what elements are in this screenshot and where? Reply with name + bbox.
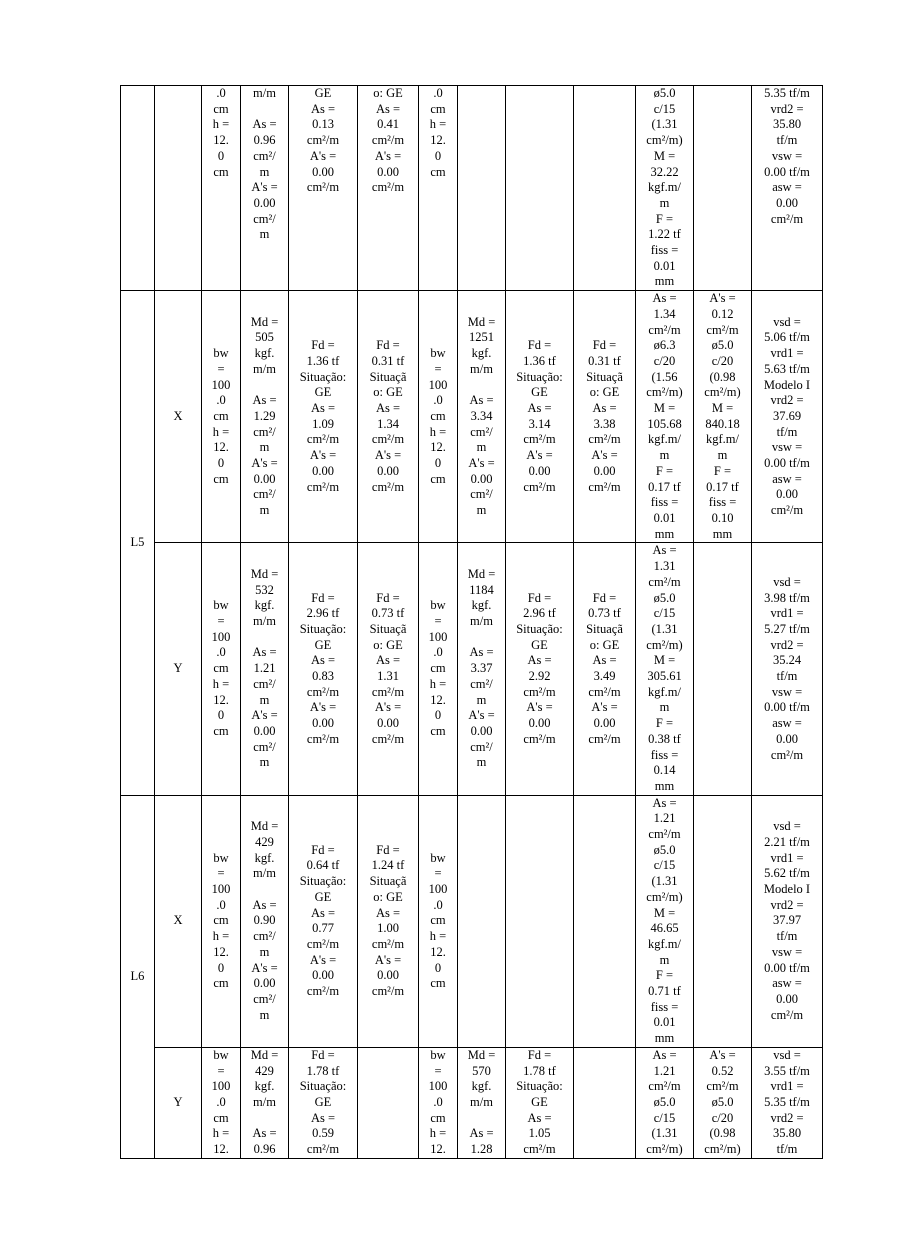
section-cell: bw = 100 .0 cm h = 12. 0 cm	[202, 795, 241, 1047]
section-cell: .0 cm h = 12. 0 cm	[419, 86, 458, 291]
shear-cell: vsd = 2.21 tf/m vrd1 = 5.62 tf/m Modelo I vrd2 = 37.97 tf/m vsw = 0.00 tf/m asw = 0.00 cm²/m	[752, 795, 823, 1047]
force-cell: GE As = 0.13 cm²/m A's = 0.00 cm²/m	[289, 86, 358, 291]
shear-cell: 5.35 tf/m vrd2 = 35.80 tf/m vsw = 0.00 tf/m asw = 0.00 cm²/m	[752, 86, 823, 291]
moment-cell: Md = 505 kgf. m/m As = 1.29 cm²/ m A's = 0.00 cm²/ m	[241, 291, 289, 543]
force-cell: Fd = 0.31 tf Situaçã o: GE As = 1.34 cm²/m A's = 0.00 cm²/m	[358, 291, 419, 543]
moment-cell: Md = 429 kgf. m/m As = 0.90 cm²/ m A's = 0.00 cm²/ m	[241, 795, 289, 1047]
table-row	[121, 1047, 823, 1158]
reinforcement-cell: ø5.0 c/15 (1.31 cm²/m) M = 32.22 kgf.m/ m F = 1.22 tf fiss = 0.01 mm	[636, 86, 694, 291]
force-cell: Fd = 0.64 tf Situação: GE As = 0.77 cm²/m A's = 0.00 cm²/m	[289, 795, 358, 1047]
reinforcement-cell	[694, 795, 752, 1047]
section-cell: .0 cm h = 12. 0 cm	[202, 86, 241, 291]
force-cell: Fd = 0.31 tf Situaçã o: GE As = 3.38 cm²/m A's = 0.00 cm²/m	[574, 291, 636, 543]
direction-cell: Y	[155, 543, 202, 795]
force-cell	[574, 1047, 636, 1158]
reinforcement-cell: As = 1.21 cm²/m ø5.0 c/15 (1.31 cm²/m)	[636, 1047, 694, 1158]
slab-design-table	[120, 85, 823, 1159]
force-cell: Fd = 1.24 tf Situaçã o: GE As = 1.00 cm²/m A's = 0.00 cm²/m	[358, 795, 419, 1047]
shear-cell: vsd = 3.55 tf/m vrd1 = 5.35 tf/m vrd2 = 35.80 tf/m	[752, 1047, 823, 1158]
slab-id-cell: L5	[121, 291, 155, 796]
section-cell: bw = 100 .0 cm h = 12.	[419, 1047, 458, 1158]
reinforcement-cell: A's = 0.12 cm²/m ø5.0 c/20 (0.98 cm²/m) M = 840.18 kgf.m/ m F = 0.17 tf fiss = 0.10 mm	[694, 291, 752, 543]
shear-cell: vsd = 5.06 tf/m vrd1 = 5.63 tf/m Modelo I vrd2 = 37.69 tf/m vsw = 0.00 tf/m asw = 0.00 cm²/m	[752, 291, 823, 543]
reinforcement-cell: As = 1.34 cm²/m ø6.3 c/20 (1.56 cm²/m) M = 105.68 kgf.m/ m F = 0.17 tf fiss = 0.01 mm	[636, 291, 694, 543]
direction-cell	[155, 86, 202, 291]
force-cell: Fd = 1.78 tf Situação: GE As = 1.05 cm²/m	[506, 1047, 574, 1158]
force-cell: Fd = 1.36 tf Situação: GE As = 3.14 cm²/m A's = 0.00 cm²/m	[506, 291, 574, 543]
force-cell	[506, 795, 574, 1047]
force-cell: Fd = 1.36 tf Situação: GE As = 1.09 cm²/m A's = 0.00 cm²/m	[289, 291, 358, 543]
direction-cell: X	[155, 795, 202, 1047]
table-row	[121, 86, 823, 291]
slab-id-cell	[121, 86, 155, 291]
reinforcement-cell: As = 1.21 cm²/m ø5.0 c/15 (1.31 cm²/m) M = 46.65 kgf.m/ m F = 0.71 tf fiss = 0.01 mm	[636, 795, 694, 1047]
table-row	[121, 291, 823, 543]
force-cell: Fd = 0.73 tf Situaçã o: GE As = 3.49 cm²/m A's = 0.00 cm²/m	[574, 543, 636, 795]
moment-cell: Md = 429 kgf. m/m As = 0.96	[241, 1047, 289, 1158]
reinforcement-cell	[694, 86, 752, 291]
reinforcement-cell: As = 1.31 cm²/m ø5.0 c/15 (1.31 cm²/m) M = 305.61 kgf.m/ m F = 0.38 tf fiss = 0.14 mm	[636, 543, 694, 795]
section-cell: bw = 100 .0 cm h = 12. 0 cm	[202, 291, 241, 543]
force-cell: Fd = 0.73 tf Situaçã o: GE As = 1.31 cm²/m A's = 0.00 cm²/m	[358, 543, 419, 795]
force-cell	[574, 86, 636, 291]
moment-cell: m/m As = 0.96 cm²/ m A's = 0.00 cm²/ m	[241, 86, 289, 291]
table-row	[121, 543, 823, 795]
force-cell	[358, 1047, 419, 1158]
force-cell: Fd = 2.96 tf Situação: GE As = 2.92 cm²/m A's = 0.00 cm²/m	[506, 543, 574, 795]
moment-cell	[458, 86, 506, 291]
reinforcement-cell: A's = 0.52 cm²/m ø5.0 c/20 (0.98 cm²/m)	[694, 1047, 752, 1158]
force-cell	[506, 86, 574, 291]
reinforcement-cell	[694, 543, 752, 795]
moment-cell: Md = 570 kgf. m/m As = 1.28	[458, 1047, 506, 1158]
section-cell: bw = 100 .0 cm h = 12. 0 cm	[202, 543, 241, 795]
slab-id-cell: L6	[121, 795, 155, 1158]
moment-cell: Md = 1251 kgf. m/m As = 3.34 cm²/ m A's = 0.00 cm²/ m	[458, 291, 506, 543]
table-row	[121, 795, 823, 1047]
force-cell	[574, 795, 636, 1047]
section-cell: bw = 100 .0 cm h = 12. 0 cm	[419, 543, 458, 795]
force-cell: Fd = 2.96 tf Situação: GE As = 0.83 cm²/m A's = 0.00 cm²/m	[289, 543, 358, 795]
shear-cell: vsd = 3.98 tf/m vrd1 = 5.27 tf/m vrd2 = 35.24 tf/m vsw = 0.00 tf/m asw = 0.00 cm²/m	[752, 543, 823, 795]
direction-cell: X	[155, 291, 202, 543]
force-cell: Fd = 1.78 tf Situação: GE As = 0.59 cm²/m	[289, 1047, 358, 1158]
direction-cell: Y	[155, 1047, 202, 1158]
force-cell: o: GE As = 0.41 cm²/m A's = 0.00 cm²/m	[358, 86, 419, 291]
section-cell: bw = 100 .0 cm h = 12. 0 cm	[419, 291, 458, 543]
moment-cell: Md = 532 kgf. m/m As = 1.21 cm²/ m A's = 0.00 cm²/ m	[241, 543, 289, 795]
moment-cell: Md = 1184 kgf. m/m As = 3.37 cm²/ m A's = 0.00 cm²/ m	[458, 543, 506, 795]
section-cell: bw = 100 .0 cm h = 12.	[202, 1047, 241, 1158]
section-cell: bw = 100 .0 cm h = 12. 0 cm	[419, 795, 458, 1047]
moment-cell	[458, 795, 506, 1047]
